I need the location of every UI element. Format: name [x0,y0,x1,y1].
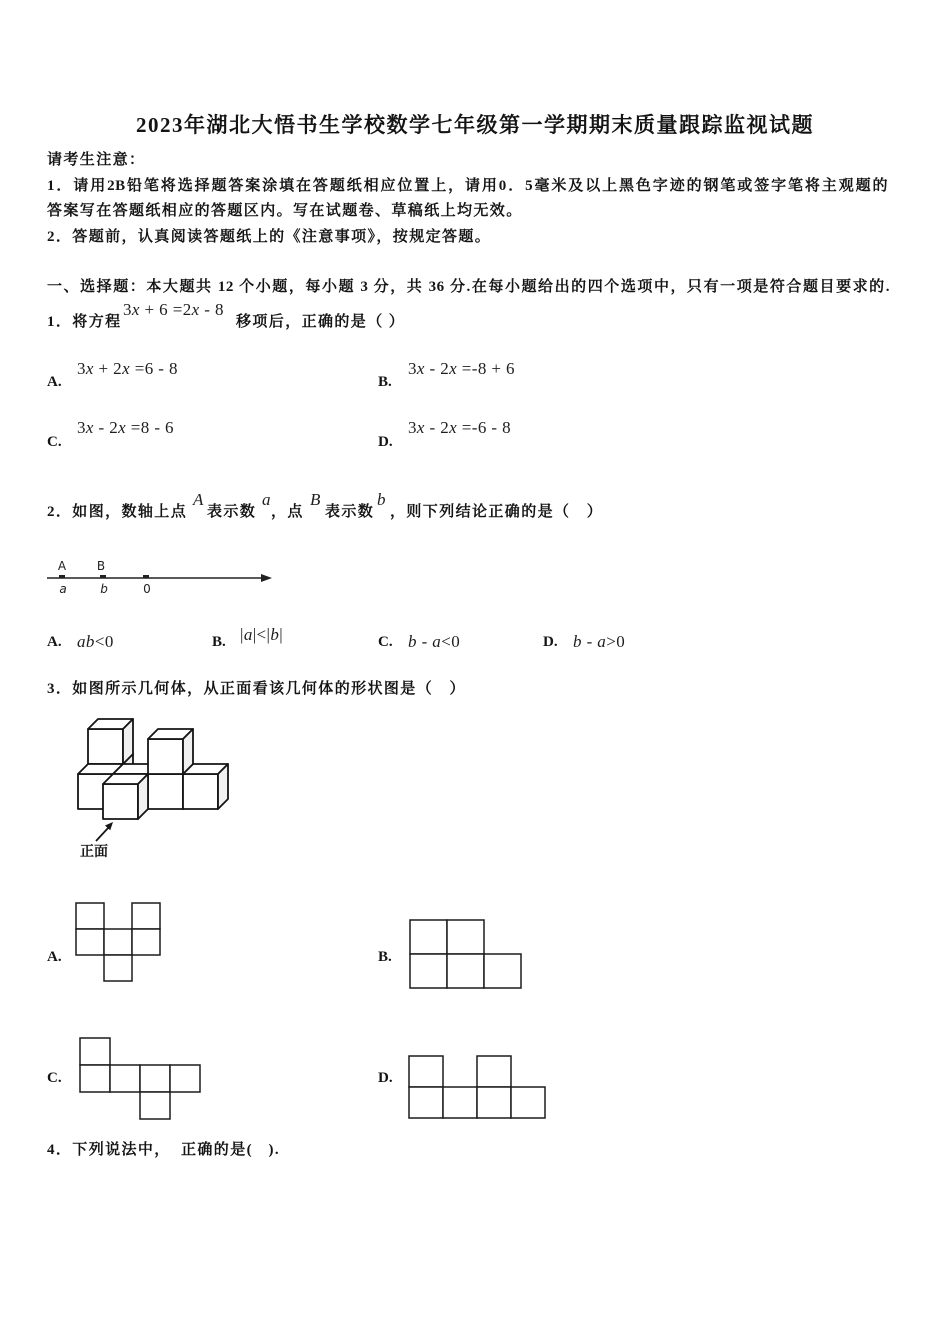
cube-front-face [103,784,138,819]
option-d-math: 3x - 2x =-6 - 8 [408,418,511,437]
option-b-label: B. [378,374,392,390]
cube-front-face [148,739,183,774]
grid-cell [140,1065,170,1092]
grid-cell [484,954,521,988]
option-a-label: A. [47,949,62,965]
option-c-label: C. [47,1070,62,1086]
option-b-math: 3x - 2x =-8 + 6 [408,359,515,378]
front-view-arrow [96,827,109,841]
option-a-figure [74,901,164,985]
question-1-suffix: 移项后，正确的是（ ） [236,314,406,330]
option-d-math: b - a>0 [573,632,626,651]
question-2-stem-part: 表示数 [207,504,257,520]
question-1-prefix: 1．将方程 [47,314,122,330]
value-a-variable: a [262,490,271,509]
notice-item-2: 2．答题前，认真阅读答题纸上的《注意事项》，按规定答题。 [47,229,492,245]
grid-cell [104,929,132,955]
grid-cell [409,1087,443,1118]
option-d-label: D. [378,1070,393,1086]
grid-cell [410,954,447,988]
notice-heading: 请考生注意： [47,152,146,168]
question-3-stem: 3．如图所示几何体，从正面看该几何体的形状图是（ ） [47,681,466,697]
option-a-math: 3x + 2x =6 - 8 [77,359,178,378]
grid-cell [140,1092,170,1119]
option-b-label: B. [212,634,226,650]
cube [183,764,228,809]
number-line [40,556,280,596]
question-2-stem-part: ，则下列结论正确的是（ ） [390,504,604,520]
option-c-math: 3x - 2x =8 - 6 [77,418,174,437]
cube-front-face [88,729,123,764]
value-a-label: a [59,582,67,596]
option-b-label: B. [378,949,392,965]
origin-mark [143,575,149,578]
option-c-label: C. [378,634,393,650]
grid-cell [409,1056,443,1087]
section-heading: 一、选择题：本大题共 12 个小题，每小题 3 分，共 36 分.在每小题给出的四个选项中，只有一项是符合题目要求的. [47,279,890,295]
grid-cell [477,1087,511,1118]
grid-cell [110,1065,140,1092]
option-b-figure [408,918,524,991]
grid-cell [132,903,160,929]
grid-cell [80,1065,110,1092]
grid-cell [410,920,447,954]
grid-cell [477,1056,511,1087]
cube [103,774,148,819]
option-d-label: D. [543,634,558,650]
option-c-figure [78,1036,203,1122]
cube [148,729,193,774]
option-a-math: ab<0 [77,632,114,651]
option-d-label: D. [378,434,393,450]
question-2-stem-part: 表示数 [325,504,375,520]
notice-item-1-line-2: 答案写在答题纸相应的答题区内。写在试题卷、草稿纸上均无效。 [47,203,523,219]
cube-solid-figure [70,712,240,847]
origin-label: 0 [143,582,151,596]
option-c-label: C. [47,434,62,450]
grid-cell [76,929,104,955]
grid-cell [132,929,160,955]
point-a-variable: A [193,490,204,509]
grid-cell [104,955,132,981]
grid-cell [443,1087,477,1118]
cube-front-face [148,774,183,809]
option-a-label: A. [47,634,62,650]
grid-cell [170,1065,200,1092]
grid-cell [447,954,484,988]
arrow-right-icon [261,574,272,582]
cube [88,719,133,764]
cube-front-face [183,774,218,809]
grid-cell [76,903,104,929]
grid-cell [511,1087,545,1118]
option-a-label: A. [47,374,62,390]
point-b-mark [100,575,106,578]
point-a-label: A [57,559,67,573]
question-2-stem-part: ，点 [271,504,304,520]
option-c-math: b - a<0 [408,632,461,651]
page-title: 2023年湖北大悟书生学校数学七年级第一学期期末质量跟踪监视试题 [136,113,814,137]
value-b-variable: b [377,490,386,509]
question-2-stem-part: 2．如图，数轴上点 [47,504,188,520]
grid-cell [80,1038,110,1065]
grid-cell [447,920,484,954]
front-view-label: 正面 [80,844,108,860]
option-d-figure [407,1054,547,1120]
question-1-equation: 3x + 6 =2x - 8 [123,300,224,319]
point-b-label: B [96,559,106,573]
notice-item-1-line-1: 1．请用2B铅笔将选择题答案涂填在答题纸相应位置上，请用0．5毫米及以上黑色字迹的钢笔或签字笔将主观题的 [47,178,888,194]
question-4-stem: 4．下列说法中， 正确的是( ). [47,1142,280,1158]
point-b-variable: B [310,490,321,509]
point-a-mark [59,575,65,578]
value-b-label: b [100,582,108,596]
option-b-math: |a|<|b| [240,625,284,644]
